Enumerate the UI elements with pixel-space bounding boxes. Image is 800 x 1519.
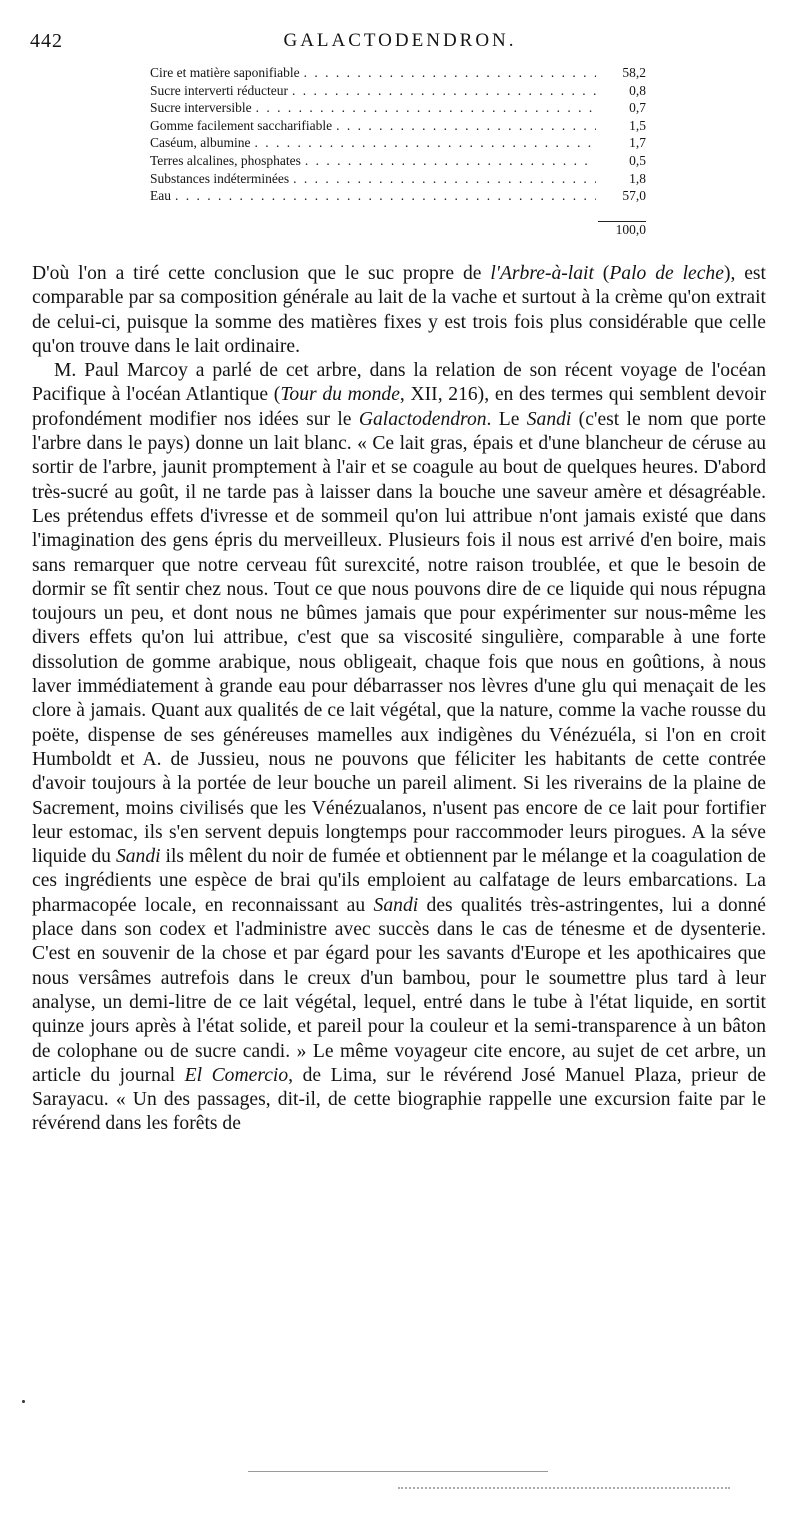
margin-speck xyxy=(22,1400,25,1403)
text-run: M. Paul Marcoy a parlé de cet arbre, dans la relation de son récent voyage de l'océan Pacifique à l'océan Atlantique ( xyxy=(32,360,766,406)
italic-text: Sandi xyxy=(526,408,572,430)
leader-dots xyxy=(304,64,596,82)
composition-table xyxy=(150,64,646,205)
component-value: 0,5 xyxy=(629,152,646,168)
component-label: Sucre interversible xyxy=(150,100,252,116)
footer-scan-noise xyxy=(398,1487,730,1489)
leader-dots xyxy=(292,82,596,100)
italic-text: El Comercio xyxy=(184,1064,289,1086)
italic-text: Sandi xyxy=(115,846,161,868)
component-label: Terres alcalines, phosphates xyxy=(150,152,301,168)
text-run: , XII, 216), en des termes qui semblent devoir profondément modifier nos idées sur le xyxy=(32,384,767,430)
composition-row xyxy=(150,64,646,82)
component-label: Substances indéterminées xyxy=(150,170,290,186)
italic-text: Sandi xyxy=(373,894,419,916)
composition-total: 100,0 xyxy=(615,222,646,237)
component-label: Gomme facilement saccharifiable xyxy=(150,117,333,133)
composition-row xyxy=(150,99,646,117)
component-value: 0,8 xyxy=(629,82,646,98)
running-title: GALACTODENDRON. xyxy=(283,30,517,51)
component-value: 1,7 xyxy=(629,135,646,151)
composition-row xyxy=(150,187,646,205)
component-label: Sucre interverti réducteur xyxy=(150,82,288,98)
page-header xyxy=(30,30,770,54)
component-value: 1,8 xyxy=(629,170,646,186)
text-run: ( xyxy=(593,263,610,284)
text-run: D'où l'on a tiré cette conclusion que le suc propre de xyxy=(32,263,491,284)
composition-row xyxy=(150,170,646,188)
component-value: 1,5 xyxy=(629,117,646,133)
paragraph xyxy=(32,359,766,1137)
leader-dots xyxy=(305,152,596,170)
leader-dots xyxy=(256,99,596,117)
text-run: des qualités très-astringentes, lui a donné place dans son codex et l'administre avec succès dans le cas de ténesme et de dysenterie. C'est en souvenir de la chose et par égard pour les savants d'Europe et les apothicaires que nous versâmes autrefois dans le creux d'un bambou, pour le soumettre plus tard à leur analyse, un demi-litre de ce lait végétal, lequel, entré dans le tube à l'état liquide, en sortit quinze jours après à l'état solide, et pareil pour la couleur et la semi-transparence à un bâton de colophane ou de sucre candi. » Le même voyageur cite encore, au sujet de cet arbre, un article du journal xyxy=(32,894,766,1086)
text-run: (c'est le nom que porte l'arbre dans le pays) donne un lait blanc. « Ce lait gras, épais et d'une blancheur de céruse au sortir de l'arbre, jaunit promptement à l'air et se coagule au bout de quelques heures. D'abord très-sucré au goût, il ne tarde pas à laisser dans la bouche une saveur amère et désagréable. Les prétendus effets d'ivresse et de sommeil qu'on lui attribue n'ont jamais existé que dans l'imagination des gens épris du merveilleux. Plusieurs fois il nous est arrivé d'en boire, mais sans remarquer que notre cerveau fût surexcité, notre raison troublée, et que le besoin de dormir se fît sentir chez nous. Tout ce que nous pouvons dire de ce liquide qui nous répugna toujours un peu, et dont nous ne bûmes jamais que pour expérimenter sur nous-même les divers effets qu'on lui attribue, c'est que sa viscosité singulière, comparable à une forte dissolution de gomme arabique, nous obligeait, chaque fois que nous en goûtions, à nous laver immédiatement à grande eau pour débarrasser nos lèvres d'une glu qui menaçait de les clore à jamais. Quant aux qualités de ce lait végétal, que la nature, comme la vache rousse du poëte, dispense de ses généreuses mamelles aux indigènes du Vénézuéla, si l'on en croit Humboldt et A. de Jussieu, nous ne pouvons que féliciter les habitants de cette contrée d'avoir toujours à la portée de leur bouche un pareil aliment. Si les riverains de la plaine de Sacrement, moins civilisés que les Vénézualanos, n'usent pas encore de ce lait pour fortifier leur estomac, ils s'en servent depuis longtemps pour raccommoder leurs pirogues. A la séve liquide du xyxy=(32,408,766,868)
page-number: 442 xyxy=(30,30,63,52)
text-run: ils mêlent du noir de fumée et obtiennent par le mélange et la coagulation de ces ingrédients une espèce de brai qu'ils emploient au calfatage de leurs embarcations. La pharmacopée locale, en reconnaissant au xyxy=(32,846,766,916)
component-label: Cire et matière saponifiable xyxy=(150,65,300,80)
italic-text: Palo de leche xyxy=(609,263,724,284)
leader-dots xyxy=(254,134,596,152)
text-run: . Le xyxy=(486,408,527,430)
composition-row xyxy=(150,117,646,135)
component-value: 0,7 xyxy=(629,100,646,116)
text-run: ), est comparable par sa composition générale au lait de la vache et surtout à la crème qu'on extrait de celui-ci, puisque la somme des matières fixes y est trois fois plus considérable que celle qu'on trouve dans le lait ordinaire. xyxy=(32,263,767,357)
component-label: Caséum, albumine xyxy=(150,135,251,151)
leader-dots xyxy=(175,187,596,205)
body-text xyxy=(32,262,766,1137)
leader-dots xyxy=(336,117,596,135)
composition-row xyxy=(150,82,646,100)
component-value: 57,0 xyxy=(622,188,646,204)
component-label: Eau xyxy=(150,188,171,204)
component-value: 58,2 xyxy=(622,65,646,80)
footer-rule xyxy=(248,1471,548,1472)
italic-text: Galactodendron xyxy=(358,408,487,430)
leader-dots xyxy=(293,170,596,188)
composition-row xyxy=(150,134,646,152)
paragraph xyxy=(32,262,766,359)
italic-text: Tour du monde xyxy=(280,384,400,406)
italic-text: l'Arbre-à-lait xyxy=(490,263,594,284)
composition-row xyxy=(150,152,646,170)
text-run: , de Lima, sur le révérend José Manuel Plaza, prieur de Sarayacu. « Un des passages, dit-il, de cette biographie rappelle une excursion faite par le révérend dans les forêts de xyxy=(32,1064,766,1135)
